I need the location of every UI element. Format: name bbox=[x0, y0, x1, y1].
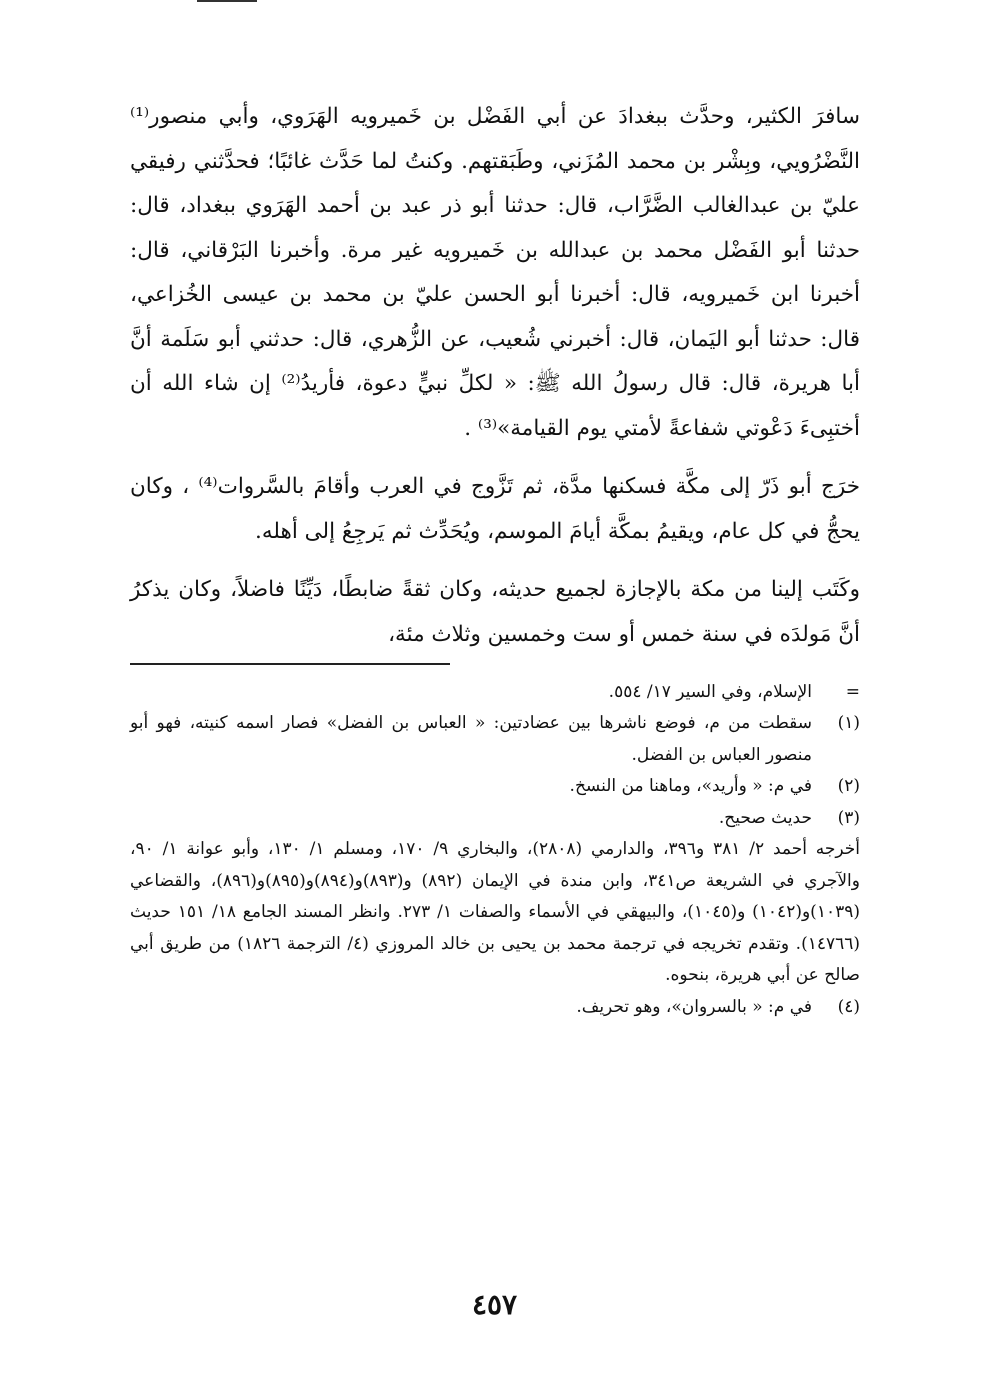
page-number: ٤٥٧ bbox=[471, 1288, 518, 1321]
footnotes bbox=[130, 677, 860, 1024]
main-text bbox=[130, 95, 860, 657]
footnote-number: (٢) bbox=[837, 776, 860, 796]
paragraph-3: وكَتَب إلينا من مكة بالإجازة لجميع حديثه، وكان ثقةً ضابطًا، دَيِّنًا فاضلاً، وكان يذكرُ أنَّ مَولدَه في سنة خمس أو ست وخمسين وثلاث مئة، bbox=[130, 577, 860, 647]
footnote-3-details: أخرجه أحمد ٢/ ٣٨١ و٣٩٦، والدارمي (٢٨٠٨)، والبخاري ٩/ ١٧٠، ومسلم ١/ ١٣٠، وأبو عوانة ١/ ٩٠، والآجري في الشريعة ص٣٤١، وابن مندة في الإيمان (٨٩٢) و(٨٩٣)و(٨٩٤)و(٨٩٥)و(٨٩٦)، والقضاعي (١٠٣٩)و(١٠٤٢) و(١٠٤٥)، والبيهقي في الأسماء والصفات ١/ ٢٧٣. وانظر المسند الجامع ١٨/ ١٥١ حديث (١٤٧٦٦). وتقدم تخريجه في ترجمة محمد بن يحيى بن خالد المروزي (٤/ الترجمة ١٨٢٦) من طريق أبي صالح عن أبي هريرة، بنحوه. bbox=[130, 839, 861, 985]
continuation-marker: = bbox=[845, 681, 860, 702]
footnote-text: سقطت من م، فوضع ناشرها بين عضادتين: « العباس بن الفضل» فصار اسمه كنيته، فهو أبو منصور العباس بن الفضل. bbox=[130, 713, 812, 765]
footnote-3 bbox=[130, 803, 860, 835]
footnote-text: في م: « بالسروان»، وهو تحريف. bbox=[576, 996, 812, 1017]
paragraph-1: سافرَ الكثير، وحدَّث ببغدادَ عن أبي الفَضْل بن خَميرويه الهَرَوي، وأبي منصور⁽¹⁾ النَّضْرُويي، وبِشْر بن محمد المُزَني، وطَبَقتهم. وكنتُ لما حَدَّث غائبًا؛ فحدَّثني رفيقي عليّ بن عبدالغالب الضَّرَّاب، قال: حدثنا أبو ذر عبد بن أحمد الهَرَوي ببغداد، قال: حدثنا أبو الفَضْل محمد بن عبدالله بن خَميرويه غير مرة. وأخبرنا البَرْقاني، قال: أخبرنا ابن خَميرويه، قال: أخبرنا أبو الحسن عليّ بن محمد بن عيسى الخُزاعي، قال: حدثنا أبو اليَمان، قال: أخبرني شُعيب، عن الزُّهري، قال: حدثني أبو سَلَمة أنَّ أبا هريرة، قال: قال رسولُ الله ﷺ: « لكلِّ نبيٍّ دعوة، فأريدُ⁽²⁾ إن شاء الله أن أختبِىءَ دَعْوتي شفاعةً لأمتي يوم القيامة»⁽³⁾ . bbox=[130, 104, 860, 441]
book-page bbox=[130, 95, 860, 1023]
footnote-continuation bbox=[130, 677, 860, 709]
footnote-text: حديث صحيح. bbox=[718, 807, 812, 828]
footnote-number: (٣) bbox=[837, 807, 860, 828]
footnote-4 bbox=[130, 992, 860, 1024]
paragraph-2: خرَج أبو ذَرّ إلى مكَّة فسكنها مدَّة، ثم تَزَّوج في العرب وأقامَ بالسَّروات⁽⁴⁾ ، وكان يحجُّ في كل عام، ويقيمُ بمكَّة أيامَ الموسم، ويُحَدِّث ثم يَرجِعُ إلى أهله. bbox=[130, 474, 860, 544]
footnote-1 bbox=[130, 708, 860, 771]
footnote-number: (١) bbox=[837, 713, 860, 733]
footnote-number: (٤) bbox=[837, 996, 860, 1017]
footnote-separator bbox=[130, 663, 450, 665]
scan-artifact-line bbox=[197, 0, 257, 2]
footnote-text: في م: « وأريد»، وماهنا من النسخ. bbox=[569, 776, 812, 796]
continuation-text: الإسلام، وفي السير ١٧/ ٥٥٤. bbox=[608, 681, 812, 702]
footnote-2 bbox=[130, 771, 860, 803]
